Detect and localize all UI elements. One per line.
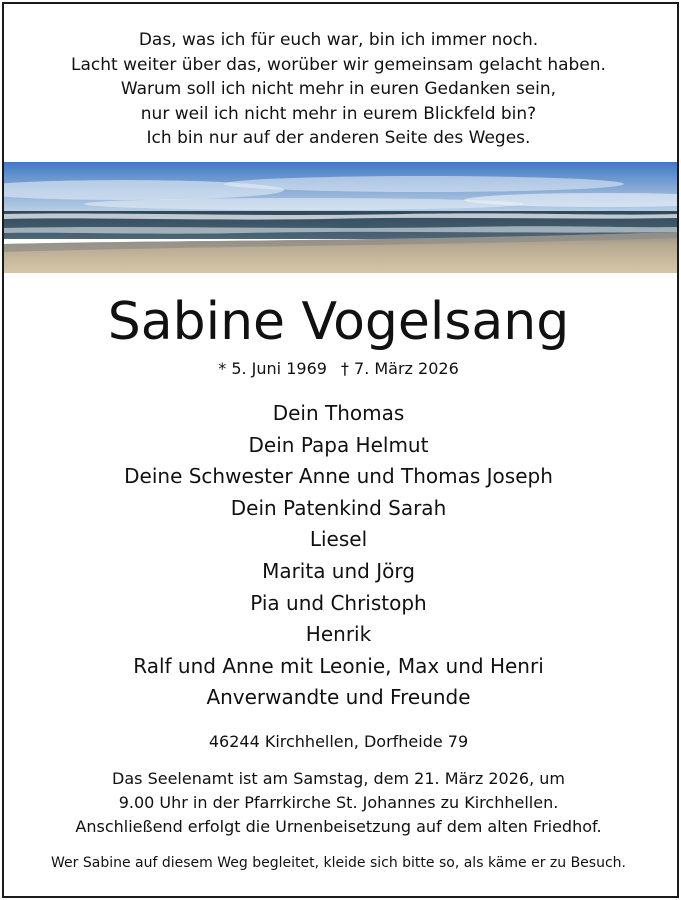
death-date: † 7. März 2026 [340, 359, 459, 378]
mourner-line: Pia und Christoph [250, 590, 427, 615]
birth-date: * 5. Juni 1969 [218, 359, 327, 378]
beach-photo [4, 162, 677, 273]
service-line: Anschließend erfolgt die Urnenbeisetzung auf dem alten Friedhof. [75, 817, 602, 836]
cloud [84, 198, 524, 210]
cloud [224, 176, 624, 192]
mourner-line: Liesel [309, 527, 368, 552]
life-dates [0, 358, 677, 380]
poem-line: Lacht weiter über das, worüber wir gemeinsam gelacht haben. [71, 54, 606, 75]
dress-code-note: Wer Sabine auf diesem Weg begleitet, kleide sich bitte so, als käme er zu Besuch. [51, 855, 626, 871]
mourner-line: Ralf und Anne mit Leonie, Max und Henri [133, 653, 544, 678]
mourner-line: Marita und Jörg [262, 558, 415, 583]
poem-line: Ich bin nur auf der anderen Seite des Weges. [146, 128, 531, 148]
mourner-line: Anverwandte und Freunde [206, 685, 471, 710]
poem-line: nur weil ich nicht mehr in eurem Blickfeld bin? [140, 103, 537, 124]
service-line: Das Seelenamt ist am Samstag, dem 21. März 2026, um [112, 769, 565, 788]
deceased-name: Sabine Vogelsang [107, 292, 570, 352]
mourner-line: Dein Patenkind Sarah [230, 495, 447, 520]
mourner-line: Deine Schwester Anne und Thomas Joseph [124, 464, 553, 489]
family-address: 46244 Kirchhellen, Dorfheide 79 [208, 732, 469, 751]
poem-line: Warum soll ich nicht mehr in euren Gedanken sein, [120, 79, 557, 99]
poem [0, 28, 677, 151]
mourner-line: Dein Papa Helmut [248, 432, 429, 457]
mourner-line: Dein Thomas [272, 401, 405, 425]
service-info [0, 767, 677, 839]
poem-line: Das, was ich für euch war, bin ich immer noch. [138, 30, 539, 50]
service-line: 9.00 Uhr in der Pfarrkirche St. Johannes zu Kirchhellen. [118, 793, 559, 812]
mourner-list [0, 398, 677, 714]
mourner-line: Henrik [305, 622, 372, 647]
